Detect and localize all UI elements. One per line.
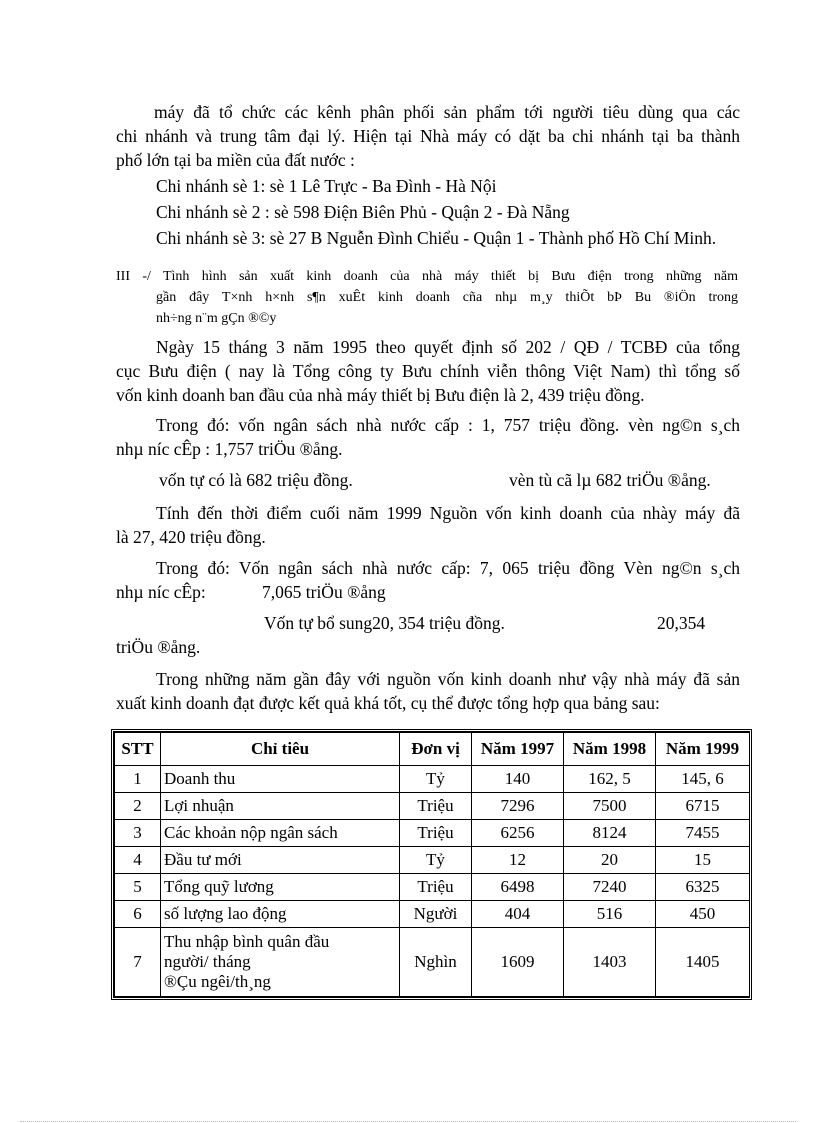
- p5-line-2a: nhµ níc cÊp:: [116, 582, 206, 602]
- p2-line-2: nhµ níc cÊp : 1,757 triÖu ®ång.: [116, 439, 343, 459]
- cell-indicator-line-3: ®Çu ngêi/th¸ng: [164, 972, 271, 991]
- section-heading-line-2: gần đây T×nh h×nh s¶n xuÊt kinh doanh cña nhµ m¸y thiÕt bÞ Bu ®iÖn trong: [156, 290, 738, 305]
- cell-indicator: số lượng lao động: [161, 901, 400, 928]
- cell-indicator: [161, 928, 400, 997]
- cell-1999: 450: [656, 901, 750, 928]
- table-row: [115, 766, 750, 793]
- header-year-1998: Năm 1998: [564, 733, 656, 766]
- cell-stt: 4: [115, 847, 161, 874]
- cell-stt: 1: [115, 766, 161, 793]
- table-row: [115, 901, 750, 928]
- p5-line-2b: 7,065 triÖu ®ång: [262, 582, 386, 602]
- cell-1997: 1609: [472, 928, 564, 997]
- p6-line-2: triÖu ®ång.: [116, 637, 201, 657]
- cell-1998: 8124: [564, 820, 656, 847]
- cell-1997: 7296: [472, 793, 564, 820]
- table-row: [115, 820, 750, 847]
- cell-1999: 145, 6: [656, 766, 750, 793]
- p7-line-2: xuất kinh doanh đạt được kết quả khá tốt, cụ thể được tổng hợp qua bảng sau:: [116, 693, 660, 713]
- p2-line-1: Trong đó: vốn ngân sách nhà nước cấp : 1, 757 triệu đồng. vèn ng©n s¸ch: [156, 415, 740, 435]
- intro-line-2: chi nhánh và trung tâm đại lý. Hiện tại Nhà máy có dặt ba chi nhánh tại ba thành: [116, 126, 740, 146]
- cell-1997: 6256: [472, 820, 564, 847]
- cell-1997: 140: [472, 766, 564, 793]
- table-row: [115, 928, 750, 997]
- section-heading-line-1: III -/ Tình hình sản xuất kinh doanh của nhà máy thiết bị Bưu điện trong những năm: [116, 269, 738, 284]
- cell-1999: 7455: [656, 820, 750, 847]
- header-stt: STT: [115, 733, 161, 766]
- cell-unit: Tỷ: [400, 766, 472, 793]
- cell-unit: Triệu: [400, 874, 472, 901]
- cell-unit: Tỷ: [400, 847, 472, 874]
- cell-1999: 15: [656, 847, 750, 874]
- cell-1998: 162, 5: [564, 766, 656, 793]
- cell-1997: 6498: [472, 874, 564, 901]
- cell-stt: 7: [115, 928, 161, 997]
- page-bottom-divider: [20, 1121, 796, 1122]
- p1-line-2: cục Bưu điện ( nay là Tổng công ty Bưu chính viễn thông Việt Nam) thì tổng số: [116, 361, 740, 381]
- p7-line-1: Trong những năm gần đây với nguồn vốn kinh doanh như vậy nhà máy đã sản: [156, 669, 740, 689]
- p3-text-b: vèn tù cã lµ 682 triÖu ®ång.: [509, 470, 711, 490]
- results-table-frame: [111, 729, 752, 1000]
- cell-1999: 6325: [656, 874, 750, 901]
- p5-line-1: Trong đó: Vốn ngân sách nhà nước cấp: 7, 065 triệu đồng Vèn ng©n s¸ch: [156, 558, 740, 578]
- cell-1997: 12: [472, 847, 564, 874]
- header-year-1997: Năm 1997: [472, 733, 564, 766]
- cell-1999: 1405: [656, 928, 750, 997]
- results-table: [114, 732, 750, 997]
- cell-1998: 20: [564, 847, 656, 874]
- cell-1999: 6715: [656, 793, 750, 820]
- cell-stt: 2: [115, 793, 161, 820]
- cell-stt: 5: [115, 874, 161, 901]
- section-heading-line-3: nh÷ng n¨m gÇn ®©y: [156, 311, 277, 326]
- header-indicator: Chỉ tiêu: [161, 733, 400, 766]
- header-unit: Đơn vị: [400, 733, 472, 766]
- cell-indicator: Lợi nhuận: [161, 793, 400, 820]
- cell-1998: 7500: [564, 793, 656, 820]
- cell-stt: 3: [115, 820, 161, 847]
- p3-text-a: vốn tự có là 682 triệu đồng.: [159, 470, 353, 490]
- cell-indicator: Đầu tư mới: [161, 847, 400, 874]
- table-row: [115, 793, 750, 820]
- p6-text-b: 20,354: [657, 613, 706, 633]
- cell-indicator: Tổng quỹ lương: [161, 874, 400, 901]
- cell-unit: Triệu: [400, 793, 472, 820]
- intro-line-3: phố lớn tại ba miền của đất nước :: [116, 150, 355, 170]
- table-row: [115, 874, 750, 901]
- cell-indicator: Các khoản nộp ngân sách: [161, 820, 400, 847]
- cell-unit: Người: [400, 901, 472, 928]
- p6-text-a: Vốn tự bổ sung20, 354 triệu đồng.: [264, 613, 505, 633]
- branch-3: Chi nhánh sè 3: sè 27 B Nguễn Đình Chiểu - Quận 1 - Thành phố Hồ Chí Minh.: [156, 228, 717, 248]
- p1-line-3: vốn kinh doanh ban đầu của nhà máy thiết bị Bưu điện là 2, 439 triệu đồng.: [116, 385, 645, 405]
- cell-1998: 1403: [564, 928, 656, 997]
- p1-line-1: Ngày 15 tháng 3 năm 1995 theo quyết định số 202 / QĐ / TCBĐ của tổng: [156, 337, 740, 357]
- cell-indicator-line-1: Thu nhập bình quân đầu: [164, 932, 330, 951]
- cell-1998: 7240: [564, 874, 656, 901]
- p4-line-2: là 27, 420 triệu đồng.: [116, 527, 266, 547]
- table-header-row: [115, 733, 750, 766]
- header-year-1999: Năm 1999: [656, 733, 750, 766]
- branch-2: Chi nhánh sè 2 : sè 598 Điện Biên Phủ - Quận 2 - Đà Nẵng: [156, 202, 570, 222]
- branch-1: Chi nhánh sè 1: sè 1 Lê Trực - Ba Đình - Hà Nội: [156, 176, 497, 196]
- cell-indicator-line-2: người/ tháng: [164, 952, 251, 971]
- cell-stt: 6: [115, 901, 161, 928]
- cell-indicator: Doanh thu: [161, 766, 400, 793]
- cell-unit: Triệu: [400, 820, 472, 847]
- cell-1998: 516: [564, 901, 656, 928]
- p4-line-1: Tính đến thời điểm cuối năm 1999 Nguồn vốn kinh doanh của nhày máy đã: [156, 503, 740, 523]
- table-row: [115, 847, 750, 874]
- cell-1997: 404: [472, 901, 564, 928]
- intro-line-1: máy đã tổ chức các kênh phân phối sản phẩm tới người tiêu dùng qua các: [154, 102, 740, 122]
- cell-unit: Nghìn: [400, 928, 472, 997]
